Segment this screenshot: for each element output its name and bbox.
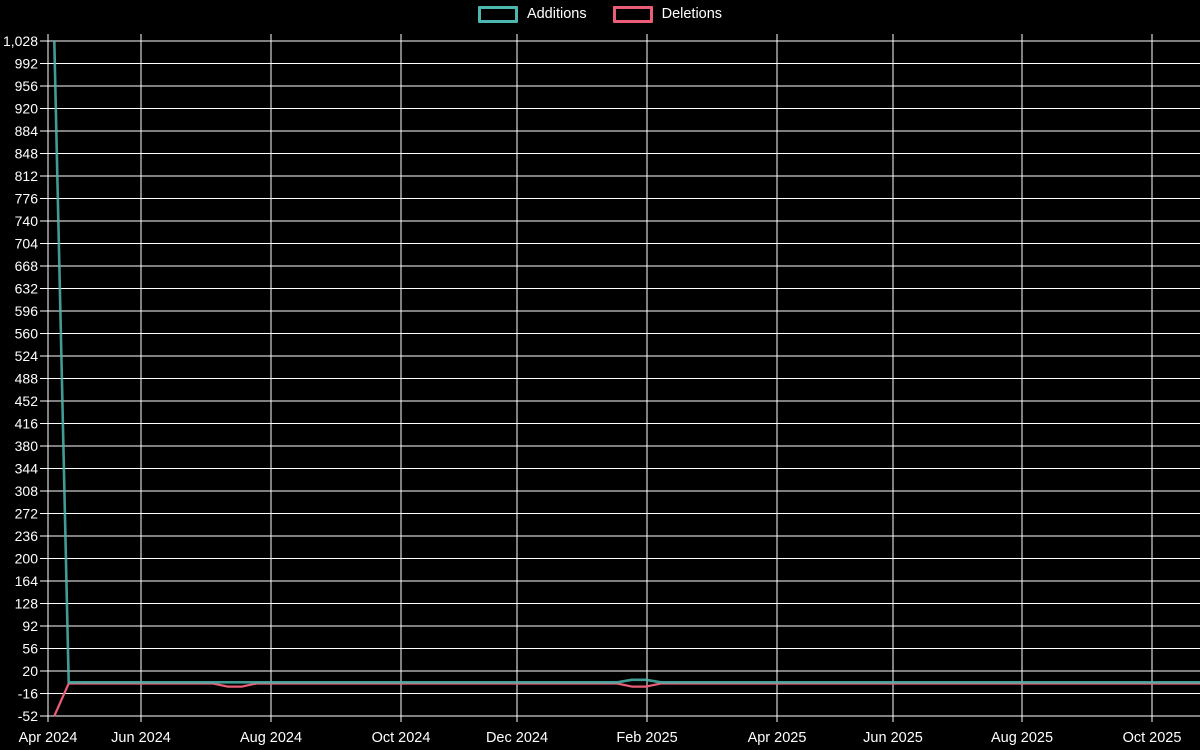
deletions-swatch-icon (613, 6, 653, 23)
x-tick-label: Feb 2025 (616, 730, 678, 746)
y-tick-label: 632 (14, 280, 38, 297)
y-tick-label: 56 (22, 640, 38, 657)
y-tick-label: 308 (14, 483, 38, 499)
y-tick-label: 812 (14, 168, 38, 184)
y-tick-label: 488 (14, 370, 38, 387)
y-tick-label: 668 (14, 258, 38, 274)
additions-line (54, 41, 1200, 682)
y-tick-label: 1,028 (2, 33, 38, 49)
y-tick-label: 164 (14, 573, 38, 589)
y-tick-label: 272 (14, 505, 38, 522)
x-tick-label: Oct 2024 (371, 730, 431, 746)
x-tick-label: Oct 2025 (1122, 730, 1182, 746)
legend-label-deletions: Deletions (661, 6, 723, 23)
y-tick-label: 128 (14, 595, 38, 612)
y-tick-label: 92 (22, 618, 38, 634)
y-tick-label: 344 (14, 460, 38, 477)
y-tick-label: 20 (22, 663, 38, 679)
y-tick-label: -16 (17, 685, 38, 702)
y-tick-label: 452 (14, 393, 38, 409)
y-tick-label: -52 (17, 708, 38, 724)
x-tick-label: Aug 2025 (990, 730, 1054, 746)
x-tick-label: Aug 2024 (239, 730, 303, 746)
legend-item-additions[interactable] (478, 6, 587, 23)
y-tick-label: 416 (14, 415, 38, 432)
x-tick-label: Jun 2024 (111, 730, 171, 746)
x-tick-label: Dec 2024 (485, 730, 549, 746)
y-tick-label: 596 (14, 303, 38, 319)
y-tick-label: 740 (14, 213, 38, 229)
y-tick-label: 956 (14, 78, 38, 94)
y-tick-label: 560 (14, 325, 38, 342)
y-tick-label: 992 (14, 55, 38, 72)
y-tick-label: 524 (14, 348, 38, 364)
y-tick-label: 200 (14, 550, 38, 567)
y-tick-label: 380 (14, 438, 38, 454)
y-tick-label: 776 (14, 190, 38, 207)
additions-swatch-icon (478, 6, 518, 23)
x-tick-label: Apr 2025 (747, 730, 807, 746)
legend-item-deletions[interactable] (613, 6, 722, 23)
y-tick-label: 236 (14, 528, 38, 544)
y-tick-label: 920 (14, 100, 38, 117)
y-tick-label: 848 (14, 145, 38, 162)
chart-legend (0, 6, 1200, 23)
x-tick-label: Jun 2025 (863, 730, 923, 746)
x-tick-label: Apr 2024 (18, 730, 78, 746)
deletions-line (54, 684, 1200, 717)
legend-label-additions: Additions (526, 6, 587, 23)
y-tick-label: 704 (14, 235, 38, 252)
y-tick-label: 884 (14, 123, 38, 139)
